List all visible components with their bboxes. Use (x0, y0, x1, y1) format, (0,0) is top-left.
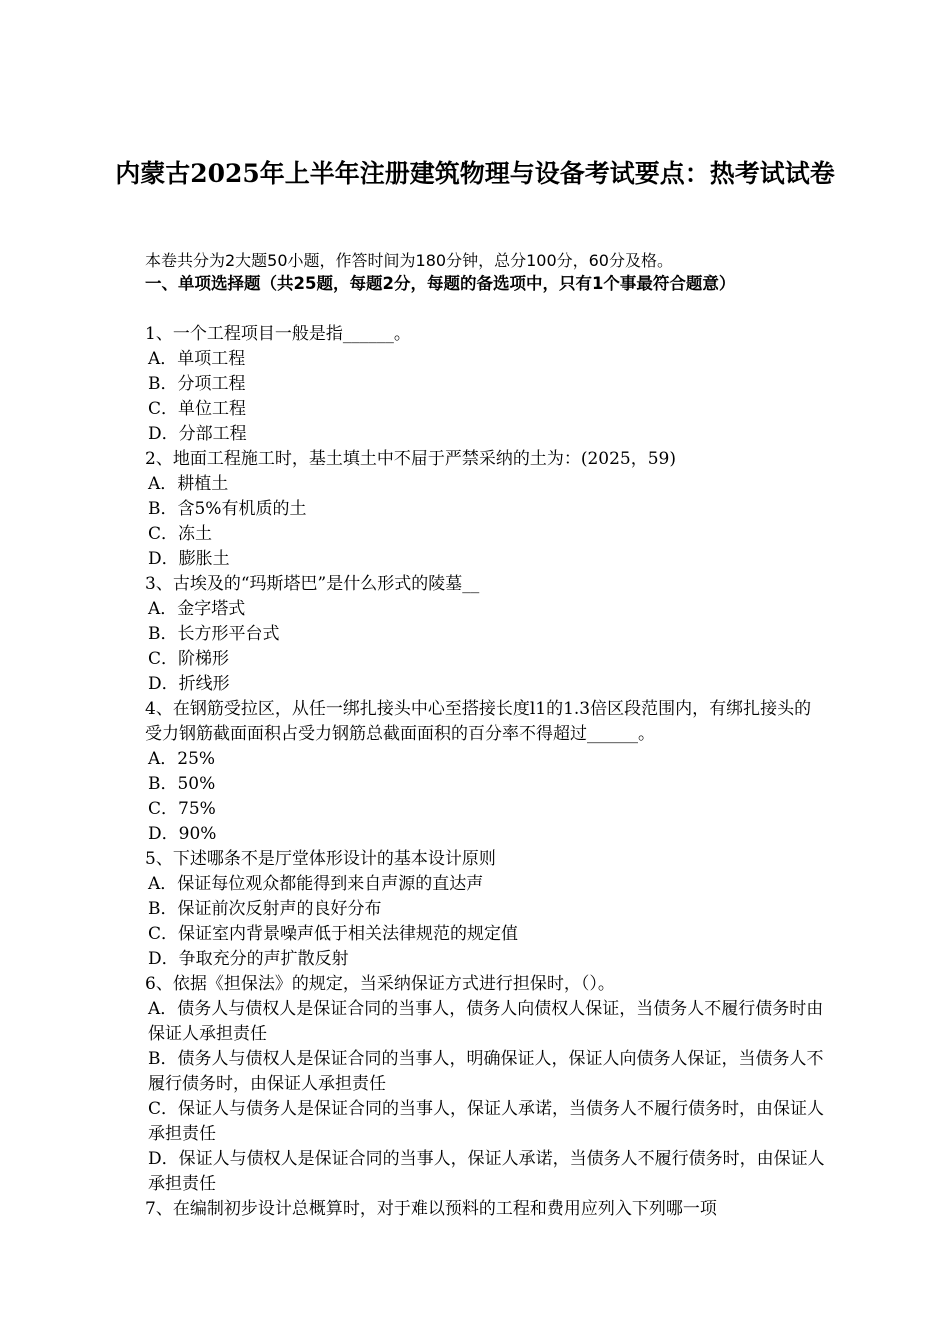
question-block (145, 972, 825, 1197)
question-block (145, 572, 825, 697)
answer-option: A．单项工程 (148, 349, 246, 369)
question-block (145, 697, 825, 847)
answer-option: D．折线形 (148, 674, 230, 694)
answer-option: D．90% (148, 824, 217, 844)
answer-option: D．保证人与债权人是保证合同的当事人，保证人承诺，当债务人不履行债务时，由保证人承担责任 (148, 1149, 825, 1194)
question-stem: 7、在编制初步设计总概算时，对于难以预料的工程和费用应列入下列哪一项 (145, 1199, 717, 1219)
question-block (145, 322, 825, 447)
section-heading: 一、单项选择题（共25题，每题2分，每题的备选项中，只有1个事最符合题意） (145, 274, 736, 293)
answer-option: C．保证室内背景噪声低于相关法律规范的规定值 (148, 924, 519, 944)
question-block (145, 447, 825, 572)
answer-option: A．债务人与债权人是保证合同的当事人，债务人向债权人保证，当债务人不履行债务时由保证人承担责任 (148, 999, 824, 1044)
answer-option: C．75% (148, 799, 216, 819)
exam-intro: 本卷共分为2大题50小题，作答时间为180分钟，总分100分，60分及格。 (145, 251, 673, 270)
question-stem: 1、一个工程项目一般是指______。 (145, 324, 411, 344)
answer-option: D．争取充分的声扩散反射 (148, 949, 349, 969)
answer-option: A．25% (148, 749, 216, 769)
answer-option: C．单位工程 (148, 399, 247, 419)
document-title: 内蒙古2025年上半年注册建筑物理与设备考试要点：热考试试卷 (115, 159, 835, 188)
answer-option: B．含5%有机质的土 (148, 499, 307, 519)
answer-option: D．分部工程 (148, 424, 247, 444)
question-block (145, 1197, 825, 1222)
question-stem: 6、依据《担保法》的规定，当采纳保证方式进行担保时，（）。 (145, 974, 615, 994)
answer-option: C．保证人与债务人是保证合同的当事人，保证人承诺，当债务人不履行债务时，由保证人承担责任 (148, 1099, 825, 1144)
question-block (145, 847, 825, 972)
answer-option: C．阶梯形 (148, 649, 230, 669)
answer-option: A．耕植土 (148, 474, 229, 494)
answer-option: A．保证每位观众都能得到来自声源的直达声 (148, 874, 484, 894)
question-stem: 3、古埃及的“玛斯塔巴”是什么形式的陵墓__ (145, 574, 480, 594)
answer-option: B．50% (148, 774, 216, 794)
answer-option: C．冻土 (148, 524, 213, 544)
answer-option: B．分项工程 (148, 374, 246, 394)
question-stem: 5、下述哪条不是厅堂体形设计的基本设计原则 (145, 849, 496, 869)
answer-option: B．保证前次反射声的良好分布 (148, 899, 382, 919)
question-list (145, 322, 825, 1222)
answer-option: D．膨胀土 (148, 549, 230, 569)
question-stem: 2、地面工程施工时，基土填土中不屇于严禁采纳的土为：(2025，59) (145, 449, 676, 469)
answer-option: A．金字塔式 (148, 599, 246, 619)
answer-option: B．债务人与债权人是保证合同的当事人，明确保证人，保证人向债务人保证，当债务人不履行债务时，由保证人承担责任 (148, 1049, 824, 1094)
question-stem: 4、在钢筋受拉区，从任一绑扎接头中心至搭接长度l1的1.3倍区段范围内，有绑扎接头的受力钢筋截面面积占受力钢筋总截面面积的百分率不得超过______。 (145, 699, 812, 744)
answer-option: B．长方形平台式 (148, 624, 280, 644)
